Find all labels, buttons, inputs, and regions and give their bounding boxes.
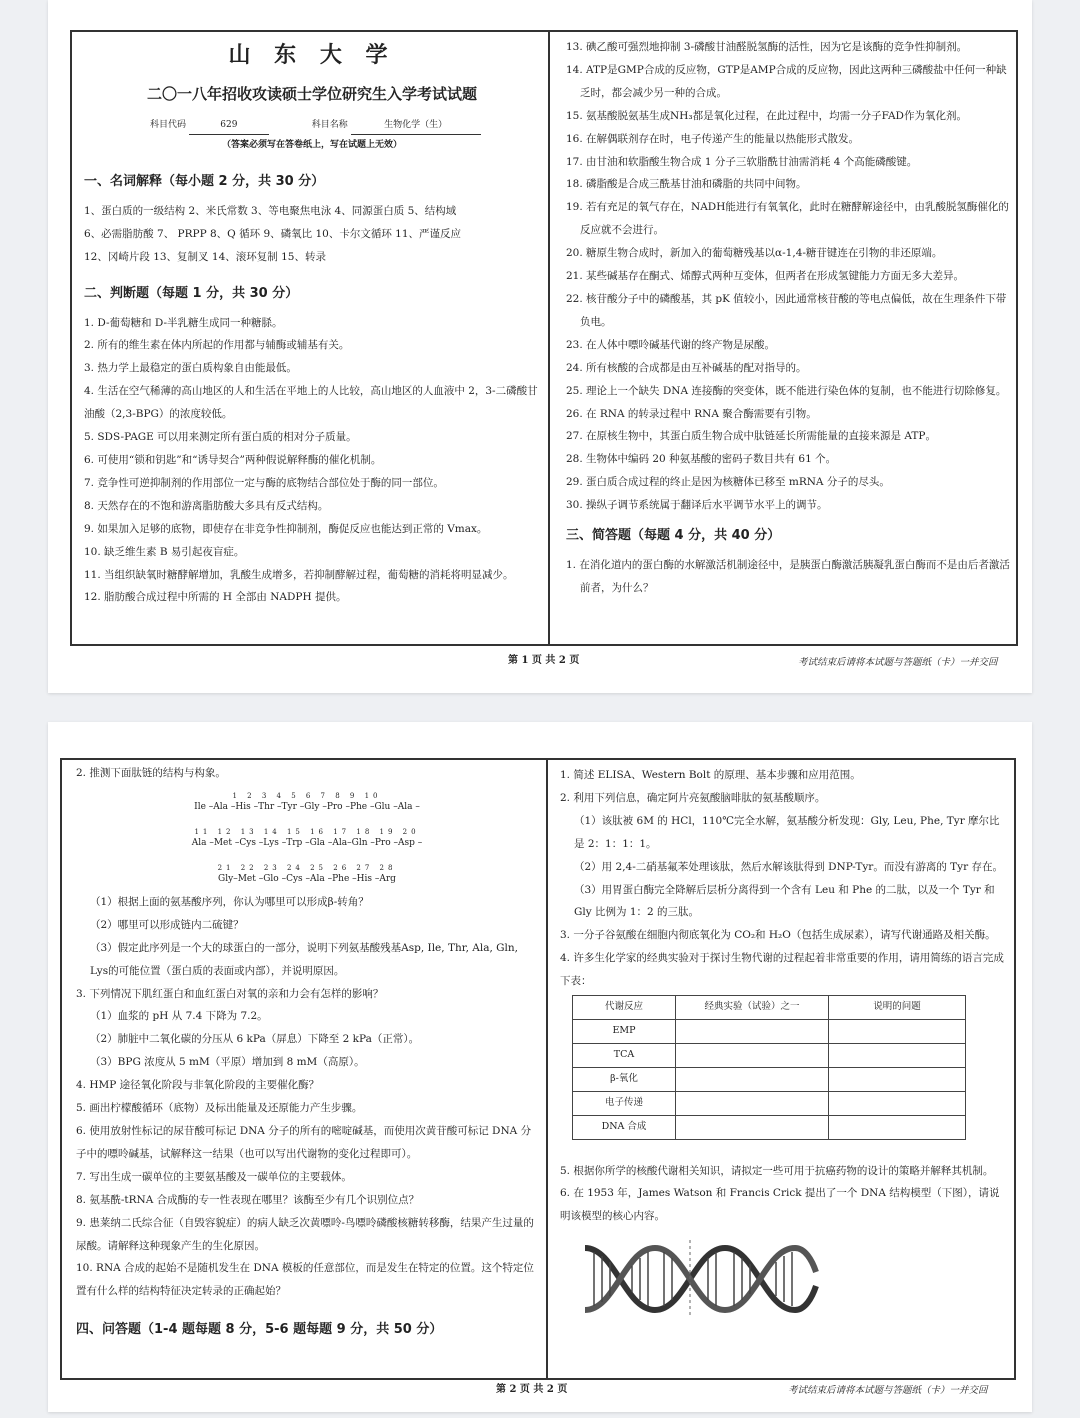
judge-item: 3. 热力学上最稳定的蛋白质构象自由能最低。	[84, 362, 297, 375]
essay-item: 5. 根据你所学的核酸代谢相关知识，请拟定一些可用于抗癌药物的设计的策略并解释其机制。	[560, 1164, 994, 1177]
table-row	[573, 1067, 966, 1091]
judge-item: 8. 天然存在的不饱和游离脂肪酸大多具有反式结构。	[84, 499, 329, 512]
table-cell-empty	[676, 1091, 829, 1115]
essay-item: 6. 在 1953 年，James Watson 和 Francis Crick 提出了一个 DNA 结构模型（下图），请说明该模型的核心内容。	[560, 1187, 1000, 1223]
judge-item: 22. 核苷酸分子中的磷酸基，其 pK 值较小，因此通常核苷酸的等电点偏低，故在生理条件下带负电。	[566, 292, 1007, 328]
judge-item: 14. ATP是GMP合成的反应物，GTP是AMP合成的反应物，因此这两种三磷酸盐中任何一种缺乏时，都会减少另一种的合成。	[566, 63, 1007, 99]
sub-question: （3）假定此序列是一个大的球蛋白的一部分，说明下列氨基酸残基Asp, Ile, Thr, Ala, Gln, Lys的可能位置（蛋白质的表面或内部），并说明原因。	[90, 941, 518, 977]
table-row	[573, 1019, 966, 1043]
judge-item: 5. SDS-PAGE 可以用来测定所有蛋白质的相对分子质量。	[84, 431, 357, 444]
exam-title: 二〇一八年招收攻读硕士学位研究生入学考试试题	[146, 85, 477, 103]
table-row	[573, 1043, 966, 1067]
table-cell: 电子传递	[573, 1091, 676, 1115]
judge-item: 21. 某些碱基存在酮式、烯醇式两种互变体，但两者在形成氢键能力方面无多大差异。	[566, 270, 965, 283]
judge-item: 24. 所有核酸的合成都是由互补碱基的配对指导的。	[566, 361, 807, 374]
judge-item: 27. 在原核生物中，其蛋白质生物合成中肽链延长所需能量的直接来源是 ATP。	[566, 430, 936, 443]
judge-item: 12. 脂肪酸合成过程中所需的 H 全部由 NADPH 提供。	[84, 591, 347, 604]
seq-numbers-1: 1 2 3 4 5 6 7 8 9 10	[232, 791, 382, 800]
table-header: 经典实验（试验）之一	[676, 996, 829, 1020]
column-divider	[546, 760, 548, 1378]
table-row	[573, 1115, 966, 1139]
table-cell-empty	[829, 1043, 966, 1067]
section-2-title: 二、判断题（每题 1 分，共 30 分）	[84, 285, 299, 301]
judge-item: 13. 碘乙酸可强烈地抑制 3-磷酸甘油醛脱氢酶的活性，因为它是该酶的竞争性抑制剂。	[566, 41, 968, 53]
question-item: 8. 氨基酰-tRNA 合成酶的专一性表现在哪里？该酶至少有几个识别位点？	[76, 1193, 420, 1206]
essay-item: 1. 简述 ELISA、Western Bolt 的原理、基本步骤和应用范围。	[560, 769, 861, 781]
term-line: 1、蛋白质的一级结构 2、米氏常数 3、等电聚焦电泳 4、同源蛋白质 5、结构域	[84, 204, 457, 217]
term-line: 6、必需脂肪酸 7、 PRPP 8、Q 循环 9、磷氧比 10、卡尔文循环 11、严谨反应	[84, 227, 462, 240]
page-2-number: 第 2 页 共 2 页	[496, 1384, 568, 1395]
column-divider	[548, 32, 550, 644]
section-1-title: 一、名词解释（每小题 2 分，共 30 分）	[84, 174, 325, 189]
essay-sub-item: （1）该肽被 6M 的 HCl，110℃完全水解，氨基酸分析发现：Gly, Leu, Phe, Tyr 摩尔比是 2：1：1：1。	[574, 814, 1000, 850]
question-item: 9. 患莱纳二氏综合征（自毁容貌症）的病人缺乏次黄嘌呤-鸟嘌呤磷酸核糖转移酶，结果产生过量的尿酸。请解释这种现象产生的生化原因。	[76, 1216, 534, 1252]
table-cell: EMP	[573, 1019, 676, 1043]
question-item: 6. 使用放射性标记的尿苷酸可标记 DNA 分子的所有的嘧啶碱基，而使用次黄苷酸可标记 DNA 分子中的嘌呤碱基，试解释这一结果（也可以写出代谢物的变化过程即可）。	[76, 1124, 532, 1160]
question-item: 5. 画出柠檬酸循环（底物）及标出能量及还原能力产生步骤。	[76, 1102, 363, 1115]
table-header-row	[573, 996, 966, 1020]
experiment-table	[572, 995, 966, 1139]
question-item: 7. 写出生成一碳单位的主要氨基酸及一碳单位的主要载体。	[76, 1170, 352, 1183]
judge-item: 20. 糖原生物合成时，新加入的葡萄糖残基以α-1,4-糖苷键连在引物的非还原端。	[566, 247, 943, 260]
judge-item: 18. 磷脂酸是合成三酰基甘油和磷脂的共同中间物。	[566, 178, 807, 191]
seq-line-1: Ile –Ala –His –Thr –Tyr –Gly –Pro –Phe –Glu –Ala –	[194, 801, 420, 812]
subject-label: 科目名称	[311, 120, 348, 130]
judge-item: 26. 在 RNA 的转录过程中 RNA 聚合酶需要有引物。	[566, 407, 817, 420]
short-answer-item: 1. 在消化道内的蛋白酶的水解激活机制途径中，是胰蛋白酶激活胰凝乳蛋白酶而不是由后者激活前者，为什么？	[566, 558, 1010, 594]
judge-item: 25. 理论上一个缺失 DNA 连接酶的突变体，既不能进行染色体的复制，也不能进行切除修复。	[566, 384, 1007, 397]
table-cell: DNA 合成	[573, 1115, 676, 1139]
judge-item: 7. 竞争性可逆抑制剂的作用部位一定与酶的底物结合部位处于酶的同一部位。	[84, 476, 444, 489]
section-3-title: 三、简答题（每题 4 分，共 40 分）	[566, 528, 781, 544]
judge-item: 10. 缺乏维生素 B 易引起夜盲症。	[84, 545, 245, 558]
sub-question: （1）血浆的 pH 从 7.4 下降为 7.2。	[90, 1010, 268, 1023]
judge-item: 28. 生物体中编码 20 种氨基酸的密码子数目共有 61 个。	[566, 453, 837, 466]
code-value: 629	[189, 116, 269, 135]
table-cell-empty	[676, 1115, 829, 1139]
page-1-number: 第 1 页 共 2 页	[508, 655, 580, 666]
seq-numbers-2: 11 12 13 14 15 16 17 18 19 20	[194, 827, 420, 836]
table-header: 说明的问题	[829, 996, 966, 1020]
table-cell-empty	[829, 1019, 966, 1043]
judge-item: 19. 若有充足的氧气存在，NADH能进行有氧氧化，此时在糖酵解途径中，由乳酸脱氢酶催化的反应就不会进行。	[566, 201, 1009, 237]
judge-item: 1. D-葡萄糖和 D-半乳糖生成同一种糖脎。	[84, 316, 283, 329]
sub-question: （2）肺脏中二氧化碳的分压从 6 kPa（屏息）下降至 2 kPa（正常）。	[90, 1033, 420, 1046]
term-line: 12、冈崎片段 13、复制叉 14、滚环复制 15、转录	[84, 250, 326, 263]
answer-note: （答案必须写在答卷纸上，写在试题上无效）	[221, 140, 402, 150]
table-cell-empty	[829, 1067, 966, 1091]
table-cell-empty	[829, 1115, 966, 1139]
code-label: 科目代码	[150, 120, 187, 130]
question-item: 4. HMP 途径氧化阶段与非氧化阶段的主要催化酶？	[76, 1079, 320, 1092]
judge-item: 9. 如果加入足够的底物，即使存在非竞争性抑制剂，酶促反应也能达到正常的 Vmax。	[84, 522, 488, 535]
sub-question: （1）根据上面的氨基酸序列，你认为哪里可以形成β-转角？	[90, 895, 369, 908]
seq-line-3: Gly–Met –Glo –Cys –Ala –Phe –His –Arg	[218, 873, 396, 884]
sub-question: （2）哪里可以形成链内二硫键？	[90, 918, 244, 931]
exam-page-2	[48, 722, 1032, 1412]
judge-item: 2. 所有的维生素在体内所起的作用都与辅酶或辅基有关。	[84, 339, 350, 352]
judge-item: 4. 生活在空气稀薄的高山地区的人和生活在平地上的人比较，高山地区的人血液中 2，3-二磷酸甘油酸（2,3-BPG）的浓度较低。	[84, 385, 538, 421]
judge-item: 17. 由甘油和软脂酸生物合成 1 分子三软脂酰甘油需消耗 4 个高能磷酸键。	[566, 155, 918, 168]
table-cell: TCA	[573, 1043, 676, 1067]
judge-item: 15. 氨基酸脱氨基生成NH₃都是氧化过程，在此过程中，均需一分子FAD作为氧化剂。	[566, 109, 967, 122]
question-item: 3. 下列情况下肌红蛋白和血红蛋白对氧的亲和力会有怎样的影响？	[76, 987, 384, 1000]
university-name: 山 东 大 学	[228, 42, 396, 68]
table-cell-empty	[829, 1091, 966, 1115]
sub-question: （3）BPG 浓度从 5 mM（平原）增加到 8 mM（高原）。	[90, 1056, 365, 1069]
table-cell-empty	[676, 1043, 829, 1067]
table-cell-empty	[676, 1019, 829, 1043]
table-header: 代谢反应	[573, 996, 676, 1020]
essay-item: 4. 许多生化学家的经典实验对于探讨生物代谢的过程起着非常重要的作用，请用简练的语言完成下表：	[560, 952, 1004, 988]
page-1-footer-note: 考试结束后请将本试题与答题纸（卡）一并交回	[798, 657, 998, 668]
question-2: 2. 推测下面肽链的结构与构象。	[76, 767, 226, 779]
judge-item: 23. 在人体中嘌呤碱基代谢的终产物是尿酸。	[566, 338, 776, 351]
seq-line-2: Ala –Met –Cys –Lys –Trp –Gla –Ala–Gln –Pro –Asp –	[191, 837, 423, 848]
essay-item: 2. 利用下列信息，确定阿片亮氨酸脑啡肽的氨基酸顺序。	[560, 791, 826, 804]
seq-numbers-3: 21 22 23 24 25 26 27 28	[217, 863, 397, 872]
essay-item: 3. 一分子谷氨酸在细胞内彻底氧化为 CO₂和 H₂O（包括生成尿素），请写代谢通路及相关酶。	[560, 929, 996, 942]
question-item: 10. RNA 合成的起始不是随机发生在 DNA 模板的任意部位，而是发生在特定的位置。这个特定位置有什么样的结构特征决定转录的正确起始？	[76, 1262, 534, 1298]
page-1-right-column	[566, 36, 1012, 600]
peptide-sequence	[76, 791, 538, 885]
subject-value: 生物化学（生）	[351, 116, 481, 135]
essay-sub-item: （3）用胃蛋白酶完全降解后层析分离得到一个含有 Leu 和 Phe 的二肽，以及一个 Tyr 和 Gly 比例为 1：2 的三肽。	[574, 883, 995, 919]
table-cell: β-氧化	[573, 1067, 676, 1091]
judge-item: 29. 蛋白质合成过程的终止是因为核糖体已移至 mRNA 分子的尽头。	[566, 476, 890, 489]
exam-page-1	[48, 0, 1032, 693]
table-cell-empty	[676, 1067, 829, 1091]
section-4-title: 四、问答题（1-4 题每题 8 分，5-6 题每题 9 分，共 50 分）	[76, 1322, 443, 1338]
page-2-left-column	[76, 762, 538, 1348]
page-2-footer-note: 考试结束后请将本试题与答题纸（卡）一并交回	[788, 1385, 988, 1396]
judge-item: 6. 可使用“锁和钥匙”和“诱导契合”两种假说解释酶的催化机制。	[84, 453, 382, 466]
dna-double-helix-figure	[580, 1238, 820, 1320]
judge-item: 30. 操纵子调节系统属于翻译后水平调节水平上的调节。	[566, 499, 828, 512]
essay-sub-item: （2）用 2,4-二硝基氟苯处理该肽，然后水解该肽得到 DNP-Tyr。而没有游离的 Tyr 存在。	[574, 860, 1003, 873]
judge-item: 11. 当组织缺氧时糖酵解增加，乳酸生成增多，若抑制酵解过程，葡萄糖的消耗将明显减少。	[84, 568, 514, 581]
judge-item: 16. 在解偶联剂存在时，电子传递产生的能量以热能形式散发。	[566, 132, 860, 145]
subject-info	[84, 116, 540, 135]
page-2-right-column	[560, 764, 1006, 1320]
page-1-left-column	[84, 38, 540, 609]
table-row	[573, 1091, 966, 1115]
